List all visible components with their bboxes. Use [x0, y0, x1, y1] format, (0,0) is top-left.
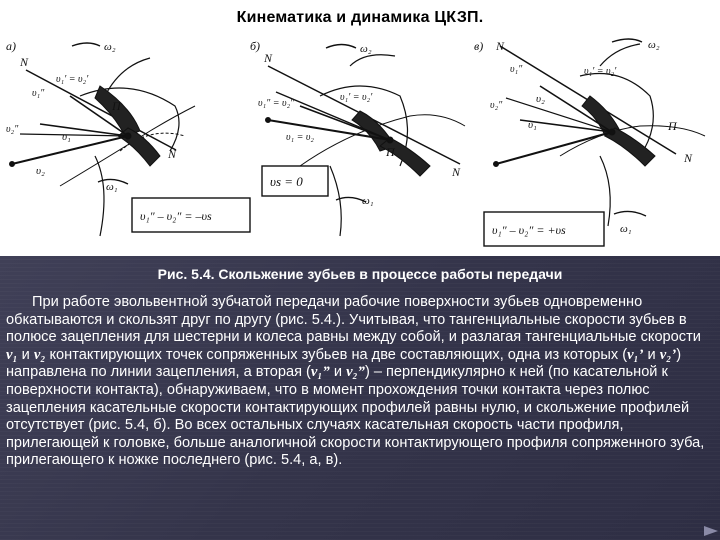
slide-title: Кинематика и динамика ЦКЗП.	[236, 9, 484, 26]
symbol-v2-double-prime: v₂”	[346, 364, 365, 381]
figure-sliding-teeth	[0, 36, 720, 256]
svg-text:υ₁: υ₁	[62, 131, 71, 143]
body-paragraph: При работе эвольвентной зубчатой передачи рабочие поверхности зубьев одновременно обкатываются и скользят друг по другу (рис. 5.4.). Учитывая, что тангенциальные скорости зубьев в полюсе зацепления для шестерни и колеса равны между собой, и разлагая тангенциальные скорости v₁ и v₂ контактирующих точек сопряженных зубьев на две составляющих, одна из которых (v₁’ и v₂’) направлена по линии зацепления, а вторая (v₁” и v₂”) – перпендикулярно к ней (по касательной к поверхности контакта), обнаруживаем, что в момент прохождения точки контакта через полюс зацепления касательные скорости контактирующих профилей равны нулю, и скольжение профилей отсутствует (рис. 5.4, б). Во всех остальных случаях касательная скорость части профиля, прилегающей к головке, больше аналогичной скорости контактирующего профиля сопряженного зуба, прилегающего к ножке последнего (рис. 5.4, а, в).	[6, 294, 705, 469]
panel-c-formula: υ₁″ – υ₂″ = +υs	[492, 223, 566, 237]
panel-c	[474, 39, 705, 246]
panel-a-formula: υ₁″ – υ₂″ = –υs	[140, 209, 212, 223]
svg-text:П: П	[112, 99, 121, 113]
svg-text:N: N	[452, 165, 461, 179]
svg-text:в): в)	[474, 39, 484, 53]
svg-text:П: П	[668, 119, 677, 133]
svg-text:ω₂: ω₂	[648, 39, 660, 51]
svg-text:N: N	[496, 39, 505, 53]
symbol-v2-prime: v₂’	[659, 346, 677, 363]
figure-caption: Рис. 5.4. Скольжение зубьев в процессе работы передачи	[157, 266, 563, 282]
slide-corner-arrow-icon	[704, 526, 718, 536]
svg-text:υ₁″: υ₁″	[32, 88, 45, 99]
svg-text:ω₁: ω₁	[362, 195, 374, 207]
svg-text:б): б)	[250, 39, 261, 53]
svg-text:υ₁″ = υ₂″: υ₁″ = υ₂″	[258, 98, 295, 109]
svg-text:υ₁ = υ₂: υ₁ = υ₂	[286, 132, 314, 143]
svg-text:ω₁: ω₁	[106, 181, 118, 193]
panel-a	[6, 39, 250, 236]
svg-text:П: П	[386, 145, 395, 159]
svg-text:υ₂: υ₂	[536, 93, 545, 105]
svg-text:N: N	[684, 151, 693, 165]
svg-text:ω₂: ω₂	[360, 43, 372, 55]
panel-b	[250, 39, 465, 236]
svg-text:ω₁: ω₁	[620, 223, 632, 235]
symbol-v1: v₁	[6, 346, 18, 363]
svg-text:N: N	[20, 55, 29, 69]
panel-b-formula: υs = 0	[270, 174, 303, 189]
svg-text:ω₂: ω₂	[104, 41, 116, 53]
svg-text:N: N	[168, 147, 177, 161]
svg-text:υ₂″: υ₂″	[490, 100, 503, 111]
panel-a-letter: а)	[6, 39, 16, 53]
svg-text:υ₁: υ₁	[528, 119, 537, 131]
svg-text:υ₁′ = υ₂′: υ₁′ = υ₂′	[584, 66, 617, 77]
svg-text:N: N	[264, 51, 273, 65]
svg-text:υ₂: υ₂	[36, 165, 45, 177]
svg-text:υ₁′ = υ₂′: υ₁′ = υ₂′	[340, 92, 373, 103]
title-bar	[0, 0, 720, 36]
symbol-v1-prime: v₁’	[627, 346, 644, 363]
svg-text:υ₁″: υ₁″	[510, 64, 523, 75]
svg-text:υ₂″: υ₂″	[6, 124, 19, 135]
symbol-v1-double-prime: v₁”	[310, 364, 330, 381]
symbol-v2: v₂	[33, 346, 46, 363]
svg-text:υ₁′ = υ₂′: υ₁′ = υ₂′	[56, 74, 89, 85]
figure-drawing	[0, 36, 720, 256]
